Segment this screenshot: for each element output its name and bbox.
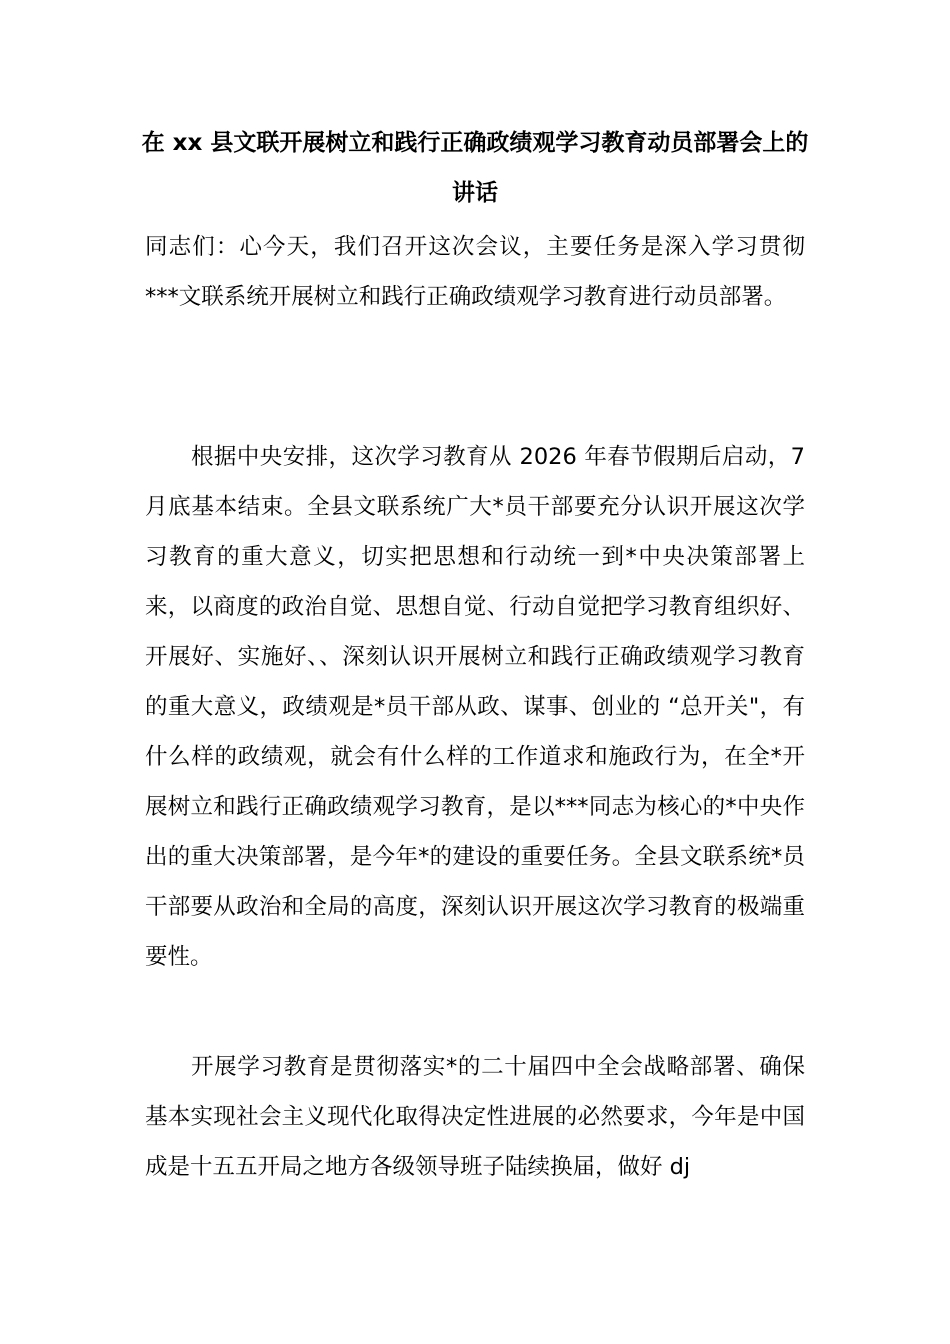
paragraph-greeting: 同志们：心今天，我们召开这次会议，主要任务是深入学习贯彻***文联系统开展树立和践行正确政绩观学习教育进行动员部署。 xyxy=(145,234,805,310)
document-title: 在 xx 县文联开展树立和践行正确政绩观学习教育动员部署会上的讲话 xyxy=(141,130,809,206)
paragraph-schedule-significance: 根据中央安排，这次学习教育从 2026 年春节假期后启动，7 月底基本结束。全县文联系统广大*员干部要充分认识开展这次学习教育的重大意义，切实把思想和行动统一到*中央决策部署上来，以商度的政治自觉、思想自觉、行动自觉把学习教育组织好、开展好、实施好、、深刻认识开展树立和践行正确政绩观学习教育的重大意义，政绩观是*员干部从政、谋事、创业的 “总开关"，有什么样的政绩观，就会有什么样的工作道求和施政行为，在全*开展树立和践行正确政绩观学习教育，是以***同志为核心的*中央作出的重大决策部署，是今年*的建设的重要任务。全县文联系统*员干部要从政治和全局的高度，深刻认识开展这次学习教育的极端重要性。 xyxy=(145,444,805,970)
paragraph-strategic-requirement: 开展学习教育是贯彻落实*的二十届四中全会战略部署、确保基本实现社会主义现代化取得决定性进展的必然要求，今年是中国成是十五五开局之地方各级领导班子陆续换届，做好 dj xyxy=(145,1054,805,1180)
